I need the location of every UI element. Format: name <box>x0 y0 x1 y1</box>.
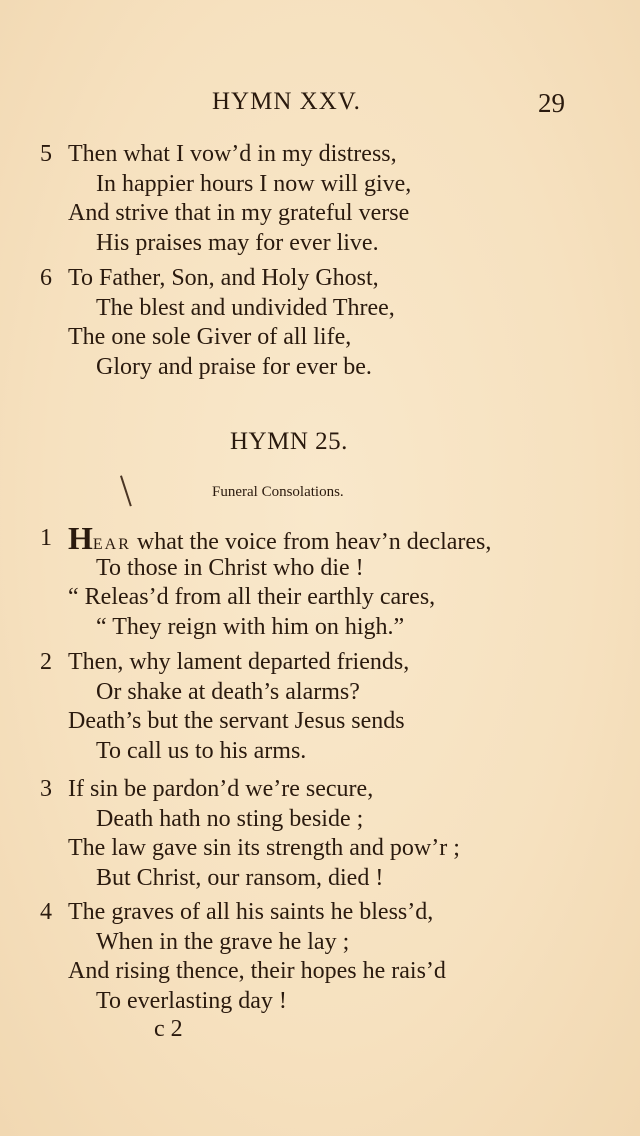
verse-line: The graves of all his saints he bless’d, <box>68 899 434 925</box>
verse-line: And rising thence, their hopes he rais’d <box>68 958 446 984</box>
stanza-number: 6 <box>40 265 52 291</box>
verse-line: When in the grave he lay ; <box>96 928 350 955</box>
verse-line: And strive that in my grateful verse <box>68 200 410 226</box>
verse-line: Death’s but the servant Jesus sends <box>68 708 405 734</box>
verse-line: His praises may for ever live. <box>96 229 379 256</box>
verse-line: Glory and praise for ever be. <box>96 353 372 380</box>
verse-line: But Christ, our ransom, died ! <box>96 864 384 891</box>
stanza-3 <box>40 775 600 893</box>
pencil-mark <box>120 475 132 506</box>
verse-line: If sin be pardon’d we’re secure, <box>68 776 374 802</box>
verse-line: Then, why lament departed friends, <box>68 649 410 675</box>
verse-line: The law gave sin its strength and pow’r ; <box>68 835 460 861</box>
verse-line: Or shake at death’s alarms? <box>96 678 360 705</box>
verse-line: To those in Christ who die ! <box>96 554 364 581</box>
verse-line: The blest and undivided Three, <box>96 294 395 321</box>
stanza-number: 1 <box>40 525 52 551</box>
verse-line: Death hath no sting beside ; <box>96 805 364 832</box>
stanza-5 <box>40 140 600 258</box>
verse-line: “ They reign with him on high.” <box>96 613 405 640</box>
verse-line: To Father, Son, and Holy Ghost, <box>68 265 379 291</box>
stanza-4 <box>40 898 600 1016</box>
stanza-number: 2 <box>40 649 52 675</box>
verse-line: The one sole Giver of all life, <box>68 324 352 350</box>
verse-line: To everlasting day ! <box>96 987 287 1014</box>
stanza-1 <box>40 520 600 642</box>
hymn-title: HYMN 25. <box>230 428 348 455</box>
first-word-rest: EAR <box>92 536 131 553</box>
page-number: 29 <box>538 88 565 118</box>
stanza-number: 4 <box>40 899 52 925</box>
hymn-subtitle: Funeral Consolations. <box>212 484 344 500</box>
initial-letter: H <box>68 520 93 556</box>
verse-line: what the voice from heav’n declares, <box>136 529 492 555</box>
verse-line: “ Releas’d from all their earthly cares, <box>68 584 436 610</box>
stanza-number: 5 <box>40 141 52 167</box>
stanza-6 <box>40 264 600 382</box>
running-head: HYMN XXV. <box>212 88 361 115</box>
verse-line: Then what I vow’d in my distress, <box>68 141 397 167</box>
signature-mark: c 2 <box>154 1016 183 1042</box>
verse-line: In happier hours I now will give, <box>96 170 412 197</box>
verse-line: To call us to his arms. <box>96 737 307 764</box>
stanza-number: 3 <box>40 776 52 802</box>
stanza-2 <box>40 648 600 766</box>
